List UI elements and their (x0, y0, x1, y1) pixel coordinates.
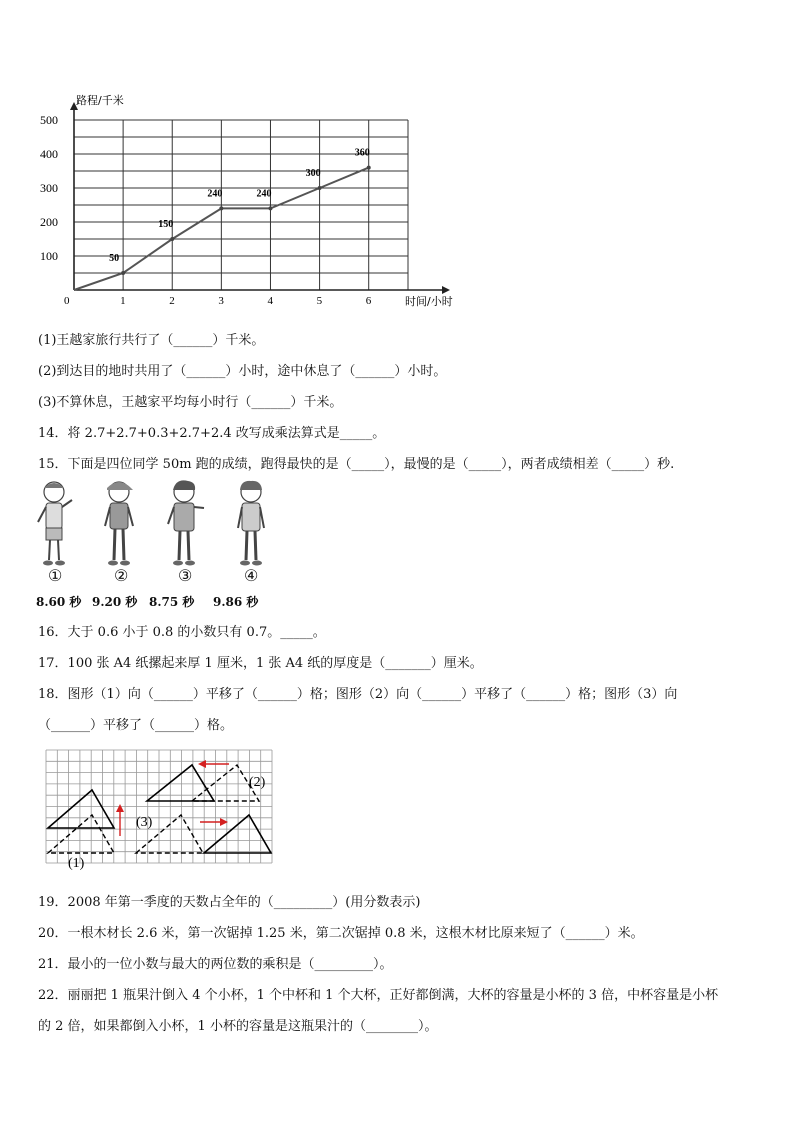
question-22-line-1: 22．丽丽把 1 瓶果汁倒入 4 个小杯，1 个中杯和 1 个大杯，正好都倒满，大杯的容量是小杯的 3 倍，中杯容量是小杯 (38, 988, 719, 1003)
data-label-6: 360 (354, 147, 370, 159)
x-tick-label-1: 1 (120, 295, 126, 307)
x-tick-label-2: 2 (169, 295, 175, 307)
question-15: 15．下面是四位同学 50m 跑的成绩，跑得最快的是（_____），最慢的是（_____），两者成绩相差（_____）秒. (38, 457, 675, 472)
chart-series (74, 148, 371, 290)
question-20: 20．一根木材长 2.6 米，第一次锯掉 1.25 米，第二次锯掉 0.8 米，这根木材比原来短了（______）米。 (38, 926, 644, 941)
runner-2-illustration (97, 478, 143, 568)
shape-1-solid (48, 790, 114, 828)
x-tick-label-3: 3 (218, 295, 224, 307)
chart-tick-labels (40, 113, 372, 307)
question-18-line-2: （______）平移了（______）格。 (38, 718, 234, 733)
data-label-4: 240 (256, 188, 272, 200)
runner-4-illustration (229, 478, 275, 568)
shape-3-label: (3) (136, 815, 153, 830)
chart-y-axis-label: 路程/千米 (76, 94, 124, 107)
data-point-4 (268, 206, 272, 210)
data-label-2: 150 (158, 219, 174, 230)
y-tick-label-100: 100 (40, 249, 58, 263)
chart-x-axis-label: 时间/小时 (405, 295, 453, 308)
data-label-5: 300 (305, 168, 321, 179)
data-point-6 (367, 166, 371, 170)
shape-1-arrow-head (116, 804, 124, 812)
shape-1-label: (1) (68, 856, 85, 871)
runner-3-time: 8.75 秒 (149, 595, 195, 609)
y-tick-label-500: 500 (40, 113, 58, 127)
runner-4-time: 9.86 秒 (213, 595, 259, 609)
runner-1-time: 8.60 秒 (36, 595, 82, 609)
y-tick-label-200: 200 (40, 215, 58, 229)
shape-1-dashed (48, 815, 114, 853)
runner-3-number: ③ (178, 566, 193, 585)
question-13-part-1: (1)王越家旅行共行了（______）千米。 (38, 333, 265, 348)
runner-1-illustration (32, 478, 78, 568)
question-21: 21．最小的一位小数与最大的两位数的乘积是（_________）。 (38, 957, 393, 972)
data-point-5 (318, 186, 322, 190)
x-tick-label-4: 4 (267, 295, 273, 307)
question-18-line-1: 18．图形（1）向（______）平移了（______）格；图形（2）向（______）平移了（______）格；图形（3）向 (38, 687, 678, 702)
shape-2-label: (2) (249, 775, 266, 790)
runner-1-number: ① (48, 566, 63, 585)
question-13-part-3: (3)不算休息，王越家平均每小时行（______）千米。 (38, 395, 343, 410)
data-label-1: 50 (109, 253, 120, 264)
runner-2-number: ② (114, 566, 129, 585)
question-17: 17．100 张 A4 纸摞起来厚 1 厘米，1 张 A4 纸的厚度是（_______）厘米。 (38, 656, 483, 671)
y-tick-label-300: 300 (40, 181, 58, 195)
distance-time-chart (38, 92, 468, 312)
chart-grid (74, 120, 408, 290)
question-13-part-2: (2)到达目的地时共用了（______）小时，途中休息了（______）小时。 (38, 364, 447, 379)
question-14: 14．将 2.7+2.7+0.3+2.7+2.4 改写成乘法算式是_____。 (38, 426, 386, 441)
x-tick-label-0: 0 (64, 295, 70, 307)
data-point-2 (170, 237, 174, 241)
y-tick-label-400: 400 (40, 147, 58, 161)
data-point-1 (121, 271, 125, 275)
data-point-3 (219, 206, 223, 210)
x-tick-label-5: 5 (316, 295, 323, 307)
x-tick-label-6: 6 (365, 295, 372, 307)
runner-2-time: 9.20 秒 (92, 595, 138, 609)
question-19: 19．2008 年第一季度的天数占全年的（_________）(用分数表示) (38, 895, 421, 910)
question-16: 16．大于 0.6 小于 0.8 的小数只有 0.7。_____。 (38, 625, 326, 640)
translation-grid-figure (44, 748, 274, 873)
x-axis-arrow (442, 286, 450, 294)
runner-4-number: ④ (244, 566, 259, 585)
runner-3-illustration (162, 478, 208, 568)
data-label-3: 240 (207, 188, 223, 200)
question-22-line-2: 的 2 倍，如果都倒入小杯，1 小杯的容量是这瓶果汁的（________）。 (38, 1019, 438, 1034)
